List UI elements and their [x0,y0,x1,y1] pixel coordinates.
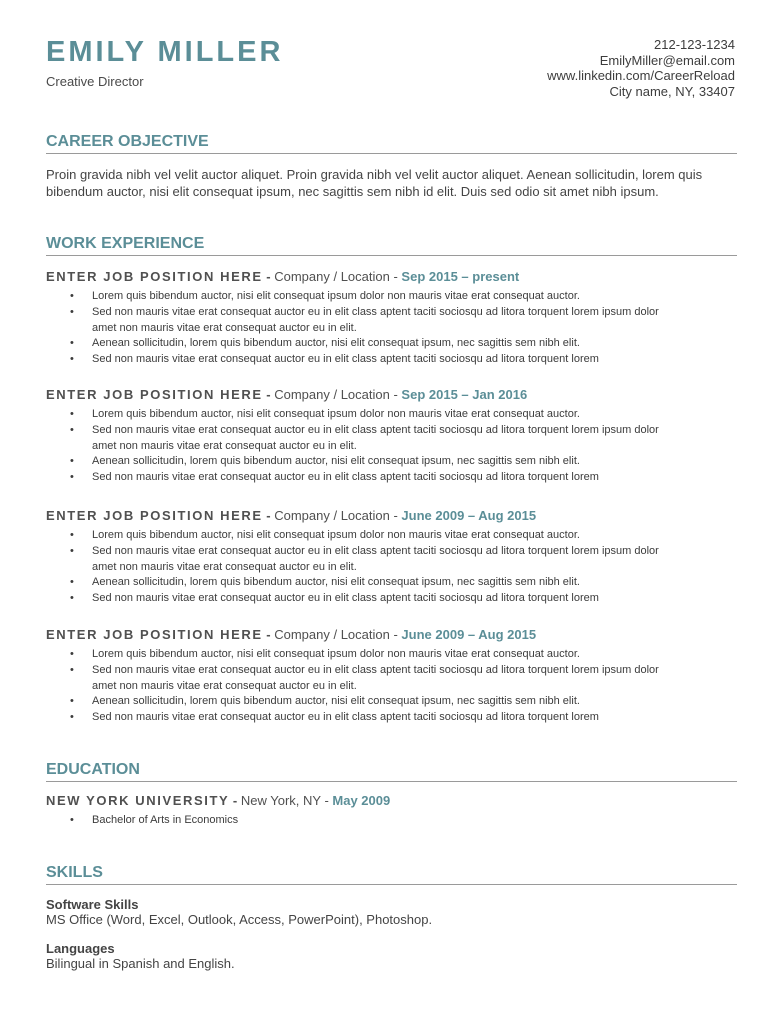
objective-heading: CAREER OBJECTIVE [46,132,737,154]
job-entry [46,269,737,368]
skills-software [46,897,737,927]
job-bullets [46,647,737,726]
list-item: • Aenean sollicitudin, lorem quis bibendum auctor, nisi elit consequat ipsum, nec sagittis sem nibh elit. [92,454,672,470]
work-section [46,234,737,256]
job-separator: - [262,627,275,642]
contact-phone: 212-123-1234 [654,37,735,52]
job-position: ENTER JOB POSITION HERE [46,269,263,284]
list-item: • Sed non mauris vitae erat consequat auctor eu in elit class aptent taciti sociosqu ad litora torquent lorem ipsum dolor amet non mauris vitae erat consequat auctor eu in elit. [92,663,672,695]
job-company: Company / Location - [274,269,402,284]
skills-heading: SKILLS [46,863,737,885]
resume-page [46,0,737,1010]
list-item: • Sed non mauris vitae erat consequat auctor eu in elit class aptent taciti sociosqu ad litora torquent lorem ipsum dolor amet non mauris vitae erat consequat auctor eu in elit. [92,544,672,576]
skills-languages [46,941,737,971]
education-entry [46,793,737,829]
list-item: • Sed non mauris vitae erat consequat auctor eu in elit class aptent taciti sociosqu ad litora torquent lorem ipsum dolor amet non mauris vitae erat consequat auctor eu in elit. [92,305,672,337]
list-item: • Lorem quis bibendum auctor, nisi elit consequat ipsum dolor non mauris vitae erat consequat auctor. [92,647,672,663]
job-position: ENTER JOB POSITION HERE [46,627,263,642]
candidate-title: Creative Director [46,74,144,89]
job-header [46,269,737,285]
resume-header [46,34,737,104]
job-entry [46,627,737,726]
education-section [46,760,737,782]
contact-linkedin[interactable]: www.linkedin.com/CareerReload [547,68,735,83]
job-company: Company / Location - [274,387,402,402]
job-position: ENTER JOB POSITION HERE [46,508,263,523]
list-item: • Aenean sollicitudin, lorem quis bibendum auctor, nisi elit consequat ipsum, nec sagittis sem nibh elit. [92,694,672,710]
list-item: • Lorem quis bibendum auctor, nisi elit consequat ipsum dolor non mauris vitae erat consequat auctor. [92,528,672,544]
software-skills-label: Software Skills [46,897,139,912]
job-dates: June 2009 – Aug 2015 [401,627,537,642]
job-bullets [46,407,737,486]
list-item: • Sed non mauris vitae erat consequat auctor eu in elit class aptent taciti sociosqu ad litora torquent lorem [92,710,672,726]
job-company: Company / Location - [274,627,402,642]
education-header [46,793,737,809]
list-item: • Sed non mauris vitae erat consequat auctor eu in elit class aptent taciti sociosqu ad litora torquent lorem [92,591,672,607]
skills-section [46,863,737,885]
job-header [46,387,737,403]
education-separator: - [229,793,241,808]
objective-section [46,132,737,200]
graduation-date: May 2009 [332,793,391,808]
job-separator: - [262,269,275,284]
list-item: • Sed non mauris vitae erat consequat auctor eu in elit class aptent taciti sociosqu ad litora torquent lorem [92,470,672,486]
job-bullets [46,528,737,607]
job-dates: Sep 2015 – present [401,269,520,284]
job-header [46,627,737,643]
work-heading: WORK EXPERIENCE [46,234,737,256]
languages-label: Languages [46,941,115,956]
school-name: NEW YORK UNIVERSITY [46,793,230,808]
job-separator: - [262,387,275,402]
list-item: • Aenean sollicitudin, lorem quis bibendum auctor, nisi elit consequat ipsum, nec sagittis sem nibh elit. [92,336,672,352]
school-location: New York, NY - [240,793,333,808]
list-item: • Bachelor of Arts in Economics [92,813,672,829]
list-item: • Lorem quis bibendum auctor, nisi elit consequat ipsum dolor non mauris vitae erat consequat auctor. [92,289,672,305]
job-company: Company / Location - [274,508,402,523]
job-dates: Sep 2015 – Jan 2016 [401,387,528,402]
job-position: ENTER JOB POSITION HERE [46,387,263,402]
job-entry [46,387,737,486]
education-bullets [46,813,737,829]
job-header [46,508,737,524]
contact-block [547,37,735,99]
education-heading: EDUCATION [46,760,737,782]
job-separator: - [262,508,275,523]
job-entry [46,508,737,607]
job-bullets [46,289,737,368]
list-item: • Aenean sollicitudin, lorem quis bibendum auctor, nisi elit consequat ipsum, nec sagittis sem nibh elit. [92,575,672,591]
candidate-name: EMILY MILLER [46,36,284,68]
contact-email[interactable]: EmilyMiller@email.com [599,52,735,68]
software-skills-text: MS Office (Word, Excel, Outlook, Access, PowerPoint), Photoshop. [46,912,433,927]
list-item: • Sed non mauris vitae erat consequat auctor eu in elit class aptent taciti sociosqu ad litora torquent lorem ipsum dolor amet non mauris vitae erat consequat auctor eu in elit. [92,423,672,455]
objective-text: Proin gravida nibh vel velit auctor aliquet. Proin gravida nibh vel velit auctor aliquet. Aenean sollicitudin, lorem quis bibendum auctor, nisi elit consequat ipsum, nec sagittis sem nibh id elit. Duis sed odio sit amet nibh ipsum. [46,167,703,199]
contact-location: City name, NY, 33407 [609,83,735,99]
job-dates: June 2009 – Aug 2015 [401,508,537,523]
languages-text: Bilingual in Spanish and English. [46,956,235,971]
list-item: • Sed non mauris vitae erat consequat auctor eu in elit class aptent taciti sociosqu ad litora torquent lorem [92,352,672,368]
list-item: • Lorem quis bibendum auctor, nisi elit consequat ipsum dolor non mauris vitae erat consequat auctor. [92,407,672,423]
